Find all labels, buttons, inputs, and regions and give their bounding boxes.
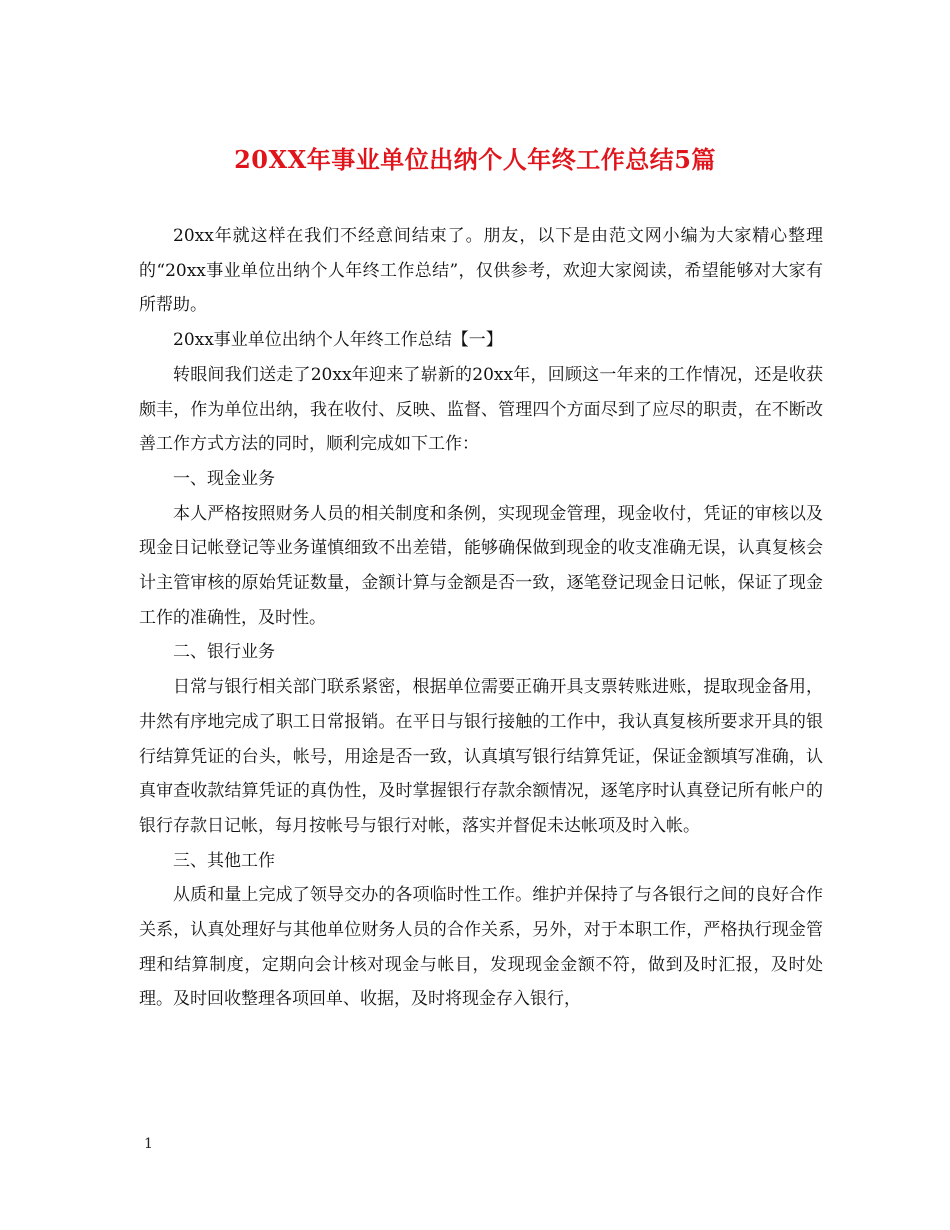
overview-paragraph: 转眼间我们送走了20xx年迎来了崭新的20xx年，回顾这一年来的工作情况，还是收获颇丰，作为单位出纳，我在收付、反映、监督、管理四个方面尽到了应尽的职责，在不断改善工作方式方法的同时，顺利完成如下工作：: [139, 364, 823, 455]
bank-business-paragraph: 日常与银行相关部门联系紧密，根据单位需要正确开具支票转账进账，提取现金备用，井然有序地完成了职工日常报销。在平日与银行接触的工作中，我认真复核所要求开具的银行结算凭证的台头，帐号，用途是否一致，认真填写银行结算凭证，保证金额填写准确，认真审查收款结算凭证的真伪性，及时掌握银行存款余额情况，逐笔序时认真登记所有帐户的银行存款日记帐，每月按帐号与银行对帐，落实并督促未达帐项及时入帐。: [139, 677, 823, 836]
heading-cash-business: 一、现金业务: [173, 468, 275, 489]
section-heading-one: 20xx事业单位出纳个人年终工作总结【一】: [173, 330, 503, 351]
intro-paragraph: 20xx年就这样在我们不经意间结束了。朋友，以下是由范文网小编为大家精心整理的“20xx事业单位出纳个人年终工作总结”，仅供参考，欢迎大家阅读，希望能够对大家有所帮助。: [139, 226, 823, 316]
heading-other-work: 三、其他工作: [173, 850, 275, 871]
heading-bank-business: 二、银行业务: [173, 642, 275, 663]
cash-business-paragraph: 本人严格按照财务人员的相关制度和条例，实现现金管理，现金收付，凭证的审核以及现金日记帐登记等业务谨慎细致不出差错，能够确保做到现金的收支准确无误，认真复核会计主管审核的原始凭证数量，金额计算与金额是否一致，逐笔登记现金日记帐，保证了现金工作的准确性，及时性。: [139, 503, 823, 628]
document-body: [139, 219, 823, 1017]
other-work-paragraph: 从质和量上完成了领导交办的各项临时性工作。维护并保持了与各银行之间的良好合作关系，认真处理好与其他单位财务人员的合作关系，另外，对于本职工作，严格执行现金管理和结算制度，定期向会计核对现金与帐目，发现现金金额不符，做到及时汇报，及时处理。及时回收整理各项回单、收据，及时将现金存入银行，: [139, 885, 823, 1010]
page-number: 1: [144, 1136, 153, 1152]
document-title: 20XX年事业单位出纳个人年终工作总结5篇: [234, 145, 716, 174]
